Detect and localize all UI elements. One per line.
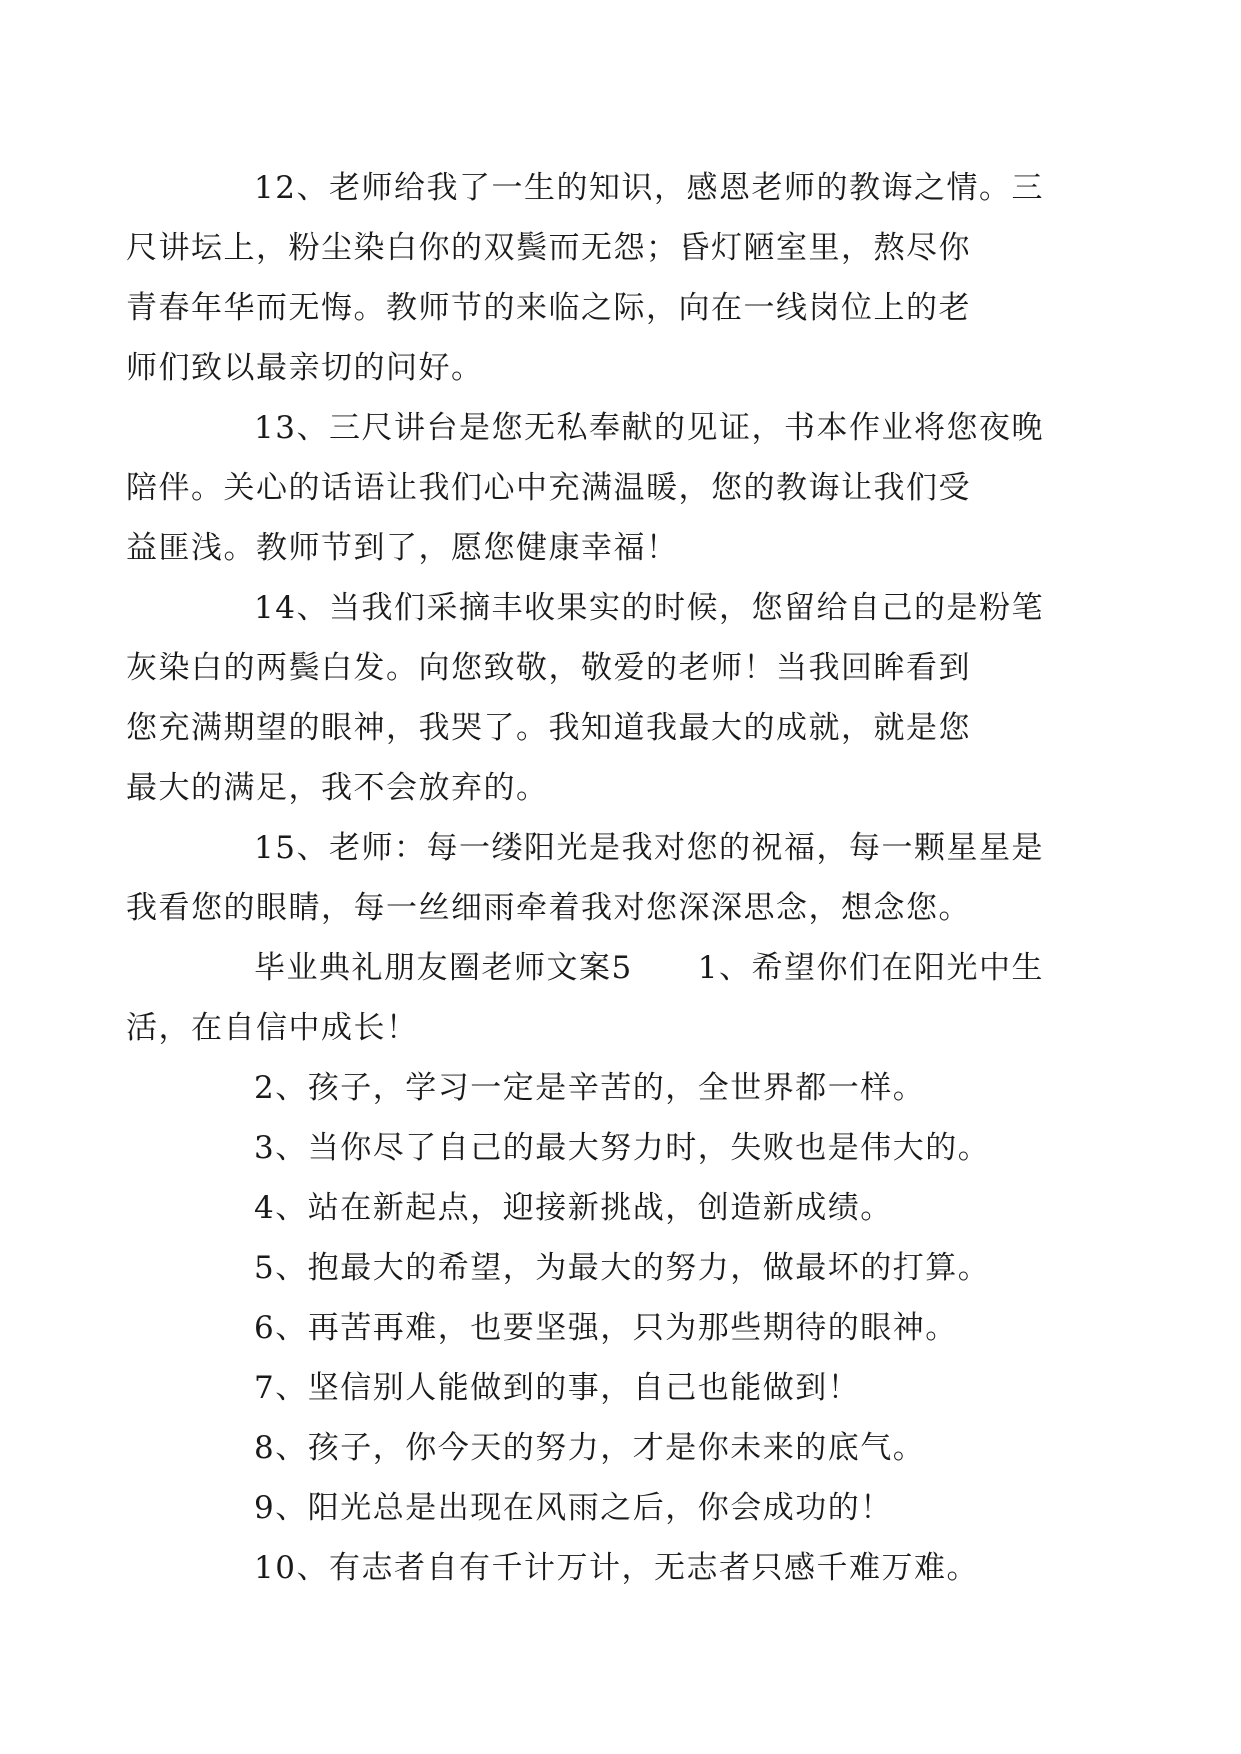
text-line: 8、孩子，你今天的努力，才是你未来的底气。 — [254, 1430, 926, 1466]
text-line: 14、当我们采摘丰收果实的时候，您留给自己的是粉笔 — [254, 590, 1044, 626]
text-line: 灰染白的两鬓白发。向您致敬，敬爱的老师！当我回眸看到 — [126, 650, 971, 686]
text-line: 我看您的眼睛，每一丝细雨牵着我对您深深思念，想念您。 — [126, 890, 971, 926]
text-line: 活，在自信中成长！ — [126, 1010, 419, 1046]
text-line: 6、再苦再难，也要坚强，只为那些期待的眼神。 — [254, 1310, 958, 1346]
text-line: 您充满期望的眼神，我哭了。我知道我最大的成就，就是您 — [126, 710, 971, 746]
text-line: 7、坚信别人能做到的事，自己也能做到！ — [254, 1370, 861, 1406]
text-line: 9、阳光总是出现在风雨之后，你会成功的！ — [254, 1490, 893, 1526]
section-heading-paragraph — [126, 938, 1060, 1058]
text-line: 益匪浅。教师节到了，愿您健康幸福！ — [126, 530, 679, 566]
paragraph-4 — [190, 1178, 1060, 1238]
text-line: 13、三尺讲台是您无私奉献的见证，书本作业将您夜晚 — [254, 410, 1044, 446]
document-body — [126, 158, 1060, 1598]
paragraph-7 — [190, 1358, 1060, 1418]
paragraph-6 — [190, 1298, 1060, 1358]
text-line: 陪伴。关心的话语让我们心中充满温暖，您的教诲让我们受 — [126, 470, 971, 506]
paragraph-9 — [190, 1478, 1060, 1538]
text-line: 12、老师给我了一生的知识，感恩老师的教诲之情。三 — [254, 170, 1044, 206]
paragraph-10 — [190, 1538, 1060, 1598]
text-line: 师们致以最亲切的问好。 — [126, 350, 484, 386]
text-line: 10、有志者自有千计万计，无志者只感千难万难。 — [254, 1550, 979, 1586]
paragraph-12 — [126, 158, 1060, 398]
paragraph-8 — [190, 1418, 1060, 1478]
paragraph-5 — [190, 1238, 1060, 1298]
text-line: 5、抱最大的希望，为最大的努力，做最坏的打算。 — [254, 1250, 991, 1286]
text-line: 最大的满足，我不会放弃的。 — [126, 770, 549, 806]
paragraph-2 — [190, 1058, 1060, 1118]
text-line: 毕业典礼朋友圈老师文案5 1、希望你们在阳光中生 — [254, 950, 1044, 986]
text-line: 青春年华而无悔。教师节的来临之际，向在一线岗位上的老 — [126, 290, 971, 326]
text-line: 3、当你尽了自己的最大努力时，失败也是伟大的。 — [254, 1130, 991, 1166]
text-line: 15、老师：每一缕阳光是我对您的祝福，每一颗星星是 — [254, 830, 1044, 866]
text-line: 尺讲坛上，粉尘染白你的双鬓而无怨；昏灯陋室里，熬尽你 — [126, 230, 971, 266]
paragraph-15 — [126, 818, 1060, 938]
text-line: 2、孩子，学习一定是辛苦的，全世界都一样。 — [254, 1070, 926, 1106]
paragraph-3 — [190, 1118, 1060, 1178]
paragraph-14 — [126, 578, 1060, 818]
text-line: 4、站在新起点，迎接新挑战，创造新成绩。 — [254, 1190, 893, 1226]
paragraph-13 — [126, 398, 1060, 578]
